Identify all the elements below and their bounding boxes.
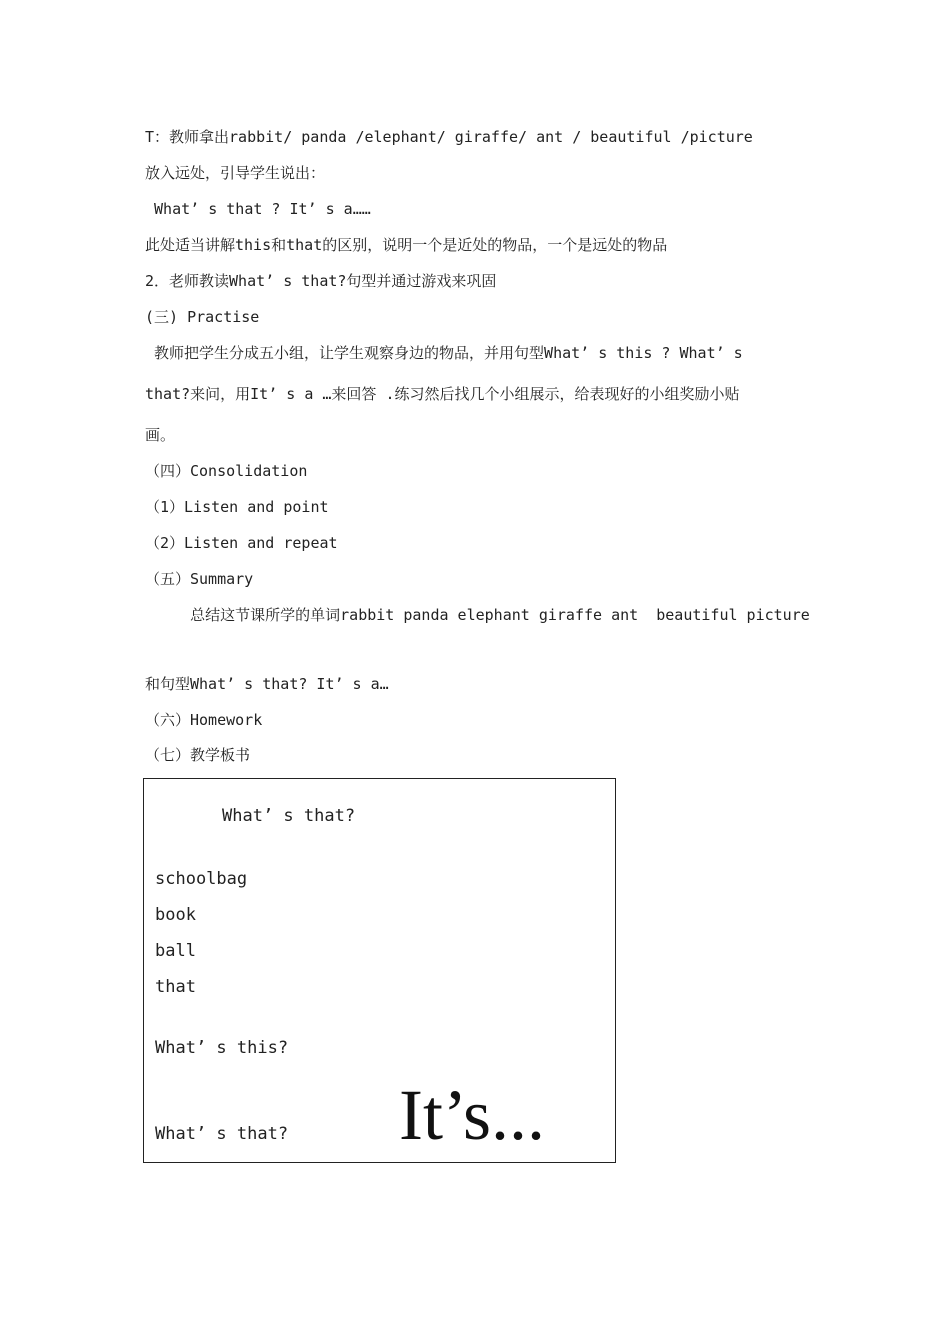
board-word-that: that bbox=[155, 977, 196, 997]
text-line-7: 教师把学生分成五小组，让学生观察身边的物品，并用句型What’ s this ? What’ s bbox=[145, 344, 743, 362]
section-heading-blackboard: （七）教学板书 bbox=[145, 746, 251, 764]
section-heading-consolidation: （四）Consolidation bbox=[145, 462, 308, 480]
text-line-summary-sentences: 和句型What’ s that? It’ s a… bbox=[145, 675, 389, 693]
board-question-this: What’ s this? bbox=[155, 1038, 289, 1058]
text-line-3: What’ s that ? It’ s a…… bbox=[145, 200, 371, 218]
text-line-4: 此处适当讲解this和that的区别，说明一个是近处的物品，一个是远处的物品 bbox=[145, 236, 668, 254]
section-heading-practise: (三) Practise bbox=[145, 308, 260, 326]
section-heading-summary: （五）Summary bbox=[145, 570, 254, 588]
text-line-5: 2．老师教读What’ s that?句型并通过游戏来巩固 bbox=[145, 272, 497, 290]
blackboard-box bbox=[143, 778, 616, 1163]
board-word-ball: ball bbox=[155, 941, 196, 961]
board-answer-big-text: It’s... bbox=[399, 1075, 546, 1155]
text-line-listen-point: （1）Listen and point bbox=[145, 498, 329, 516]
board-word-schoolbag: schoolbag bbox=[155, 869, 248, 889]
text-line-1: T：教师拿出rabbit/ panda /elephant/ giraffe/ ant / beautiful /picture bbox=[145, 128, 753, 146]
section-heading-homework: （六）Homework bbox=[145, 711, 263, 729]
board-title: What’ s that? bbox=[222, 806, 356, 826]
text-line-9: 画。 bbox=[145, 426, 176, 444]
text-line-summary-words: 总结这节课所学的单词rabbit panda elephant giraffe ant beautiful picture bbox=[145, 606, 810, 624]
text-line-2: 放入远处，引导学生说出： bbox=[145, 164, 326, 182]
text-line-listen-repeat: （2）Listen and repeat bbox=[145, 534, 338, 552]
text-line-8: that?来问，用It’ s a …来回答 .练习然后找几个小组展示，给表现好的小组奖励小贴 bbox=[145, 385, 740, 403]
board-word-book: book bbox=[155, 905, 196, 925]
board-question-that: What’ s that? bbox=[155, 1124, 289, 1144]
